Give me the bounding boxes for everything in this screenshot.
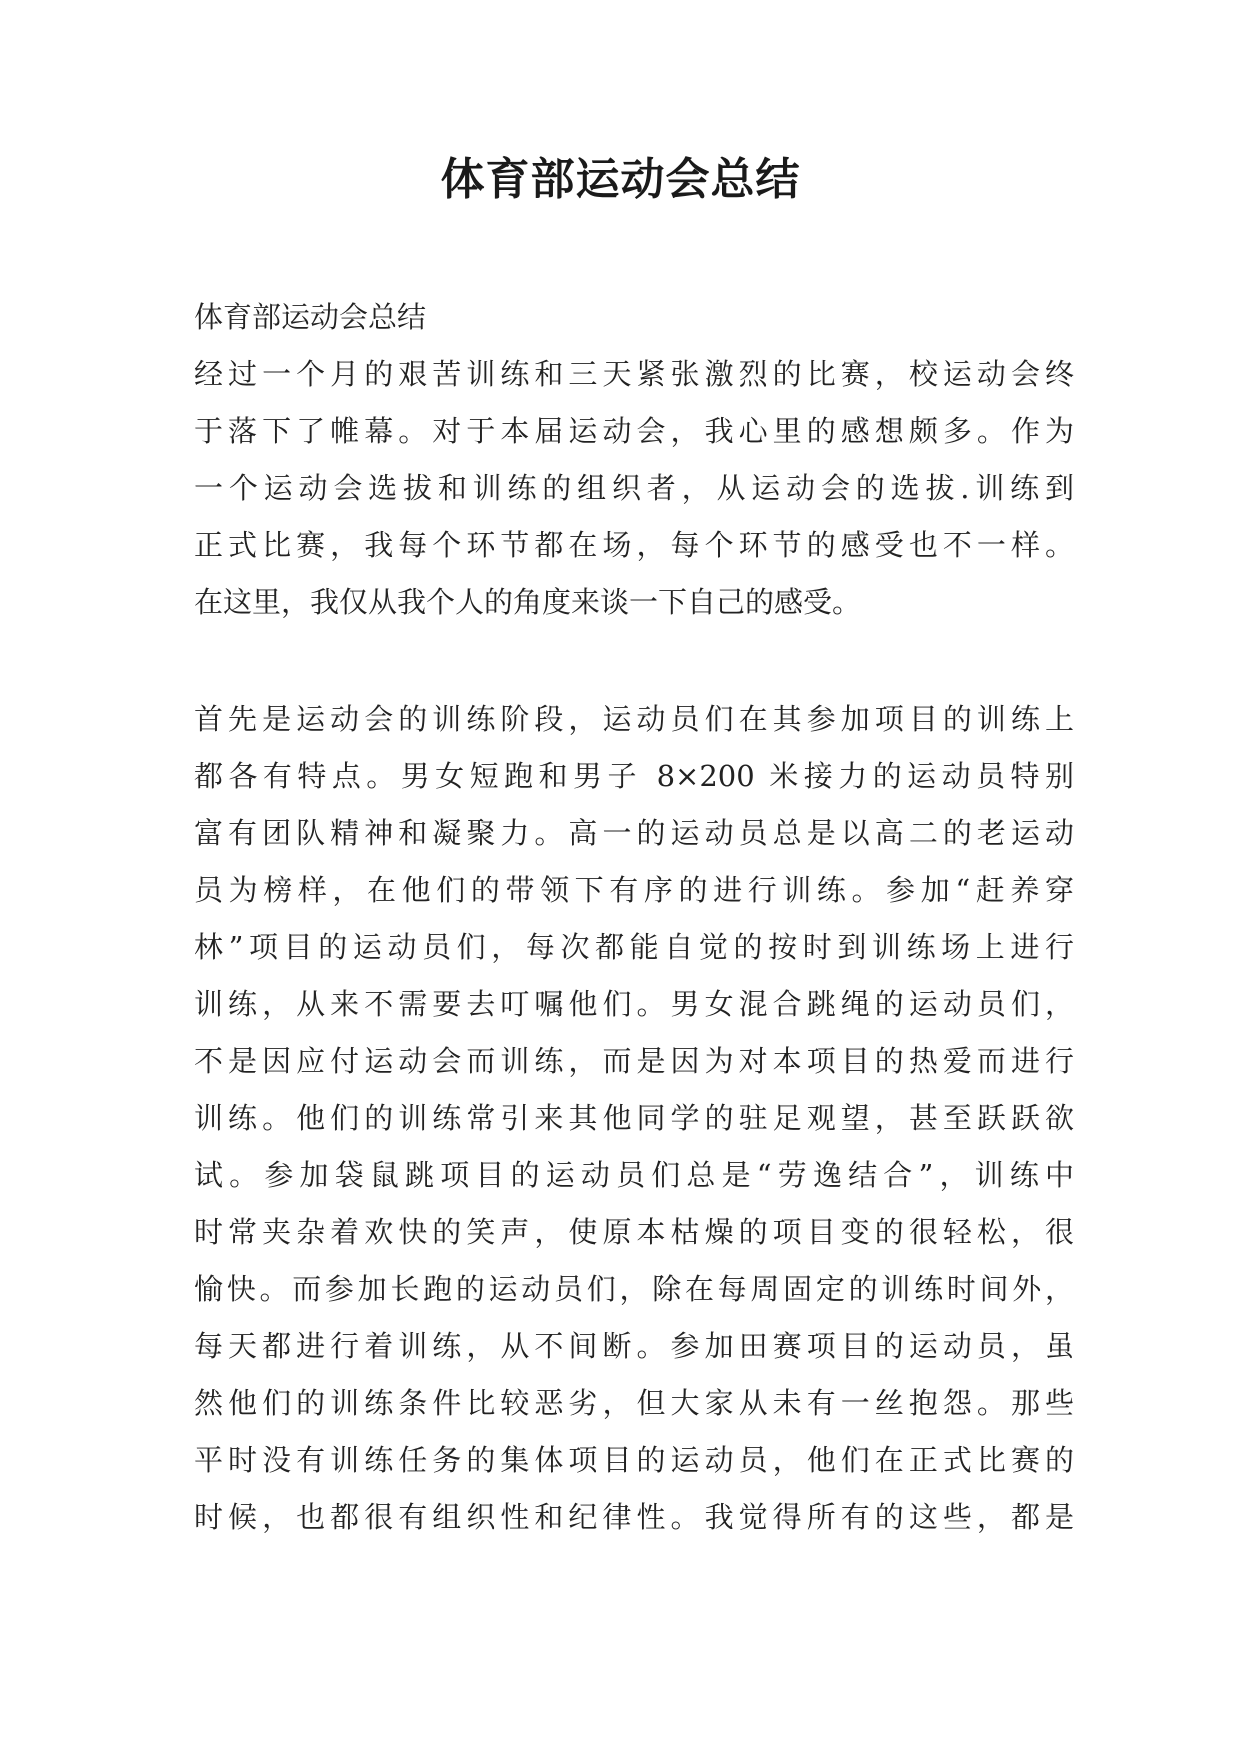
paragraph-line: 时常夹杂着欢快的笑声，使原本枯燥的项目变的很轻松，很 xyxy=(194,1215,1074,1249)
paragraph-line: 经过一个月的艰苦训练和三天紧张激烈的比赛，校运动会终 xyxy=(194,357,1074,391)
document-subtitle: 体育部运动会总结 xyxy=(194,300,427,334)
paragraph-line: 训练。他们的训练常引来其他同学的驻足观望，甚至跃跃欲 xyxy=(194,1101,1074,1135)
paragraph-line: 训练，从来不需要去叮嘱他们。男女混合跳绳的运动员们， xyxy=(194,987,1074,1021)
paragraph-line: 不是因应付运动会而训练，而是因为对本项目的热爱而进行 xyxy=(194,1044,1074,1078)
paragraph-line: 每天都进行着训练，从不间断。参加田赛项目的运动员，虽 xyxy=(194,1329,1074,1363)
document-title: 体育部运动会总结 xyxy=(440,154,801,205)
paragraph-line: 一个运动会选拔和训练的组织者，从运动会的选拔.训练到 xyxy=(194,471,1074,505)
paragraph-line: 员为榜样，在他们的带领下有序的进行训练。参加“赶养穿 xyxy=(194,873,1074,907)
paragraph-line: 于落下了帷幕。对于本届运动会，我心里的感想颇多。作为 xyxy=(194,414,1074,448)
intro-block xyxy=(194,289,1074,631)
paragraph-line: 首先是运动会的训练阶段，运动员们在其参加项目的训练上 xyxy=(194,702,1074,736)
paragraph-line: 然他们的训练条件比较恶劣，但大家从未有一丝抱怨。那些 xyxy=(194,1386,1074,1420)
paragraph-line: 正式比赛，我每个环节都在场，每个环节的感受也不一样。 xyxy=(194,528,1074,562)
paragraph-line: 平时没有训练任务的集体项目的运动员，他们在正式比赛的 xyxy=(194,1443,1074,1477)
paragraph-line: 在这里，我仅从我个人的角度来谈一下自己的感受。 xyxy=(194,585,862,619)
paragraph-2 xyxy=(194,691,1074,1546)
paragraph-line: 林”项目的运动员们，每次都能自觉的按时到训练场上进行 xyxy=(194,930,1074,964)
paragraph-line: 时候，也都很有组织性和纪律性。我觉得所有的这些，都是 xyxy=(194,1500,1074,1534)
paragraph-line: 愉快。而参加长跑的运动员们，除在每周固定的训练时间外， xyxy=(194,1272,1074,1306)
paragraph-line: 富有团队精神和凝聚力。高一的运动员总是以高二的老运动 xyxy=(194,816,1074,850)
paragraph-line: 都各有特点。男女短跑和男子 8×200 米接力的运动员特别 xyxy=(194,759,1074,793)
paragraph-line: 试。参加袋鼠跳项目的运动员们总是“劳逸结合”，训练中 xyxy=(194,1158,1074,1192)
